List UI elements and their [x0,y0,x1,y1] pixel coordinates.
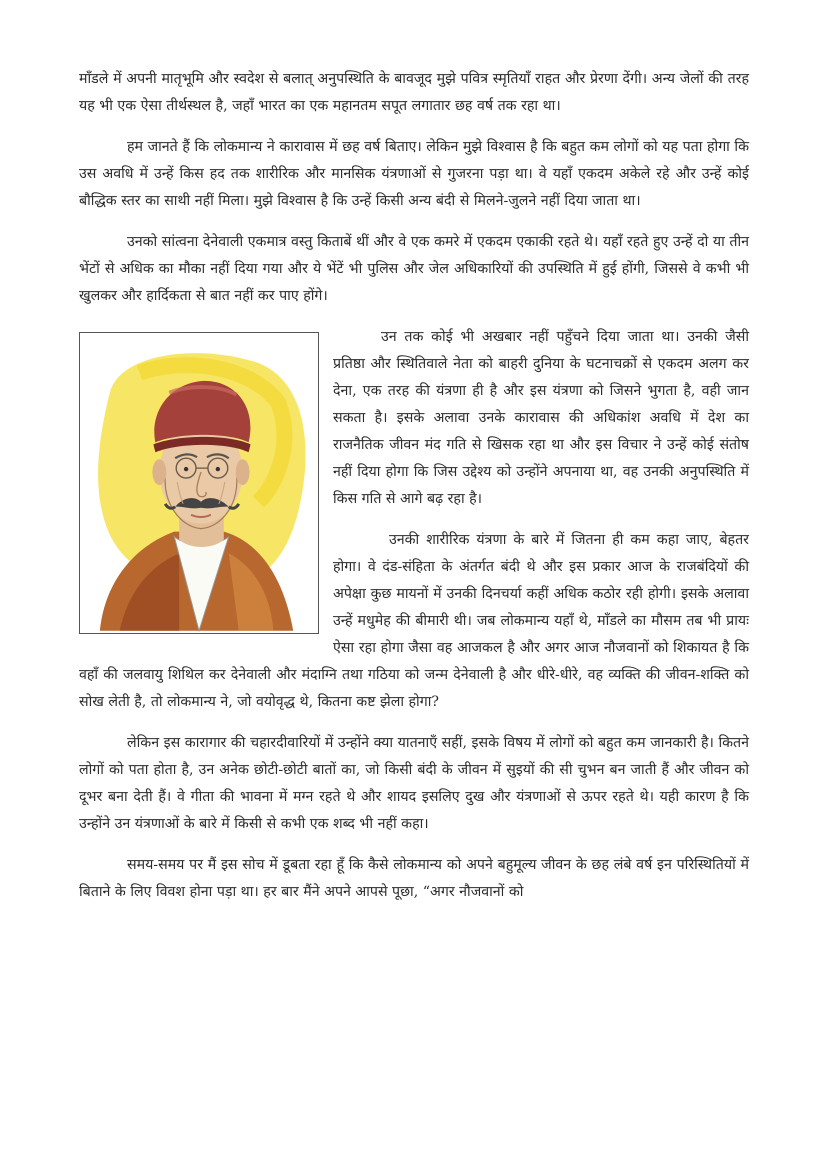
paragraph-7: समय-समय पर मैं इस सोच में डूबता रहा हूँ कि कैसे लोकमान्य को अपने बहुमूल्य जीवन के छह लंबे वर्ष इन परिस्थितियों में बिताने के लिए विवश होना पड़ा था। हर बार मैंने अपने आपसे पूछा, “अगर नौजवानों को [79,857,749,900]
document-page [79,66,749,920]
paragraph-5: उनकी शारीरिक यंत्रणा के बारे में जितना ही कम कहा जाए, बेहतर होगा। वे दंड-संहिता के अंतर्गत बंदी थे और इस प्रकार आज के राजबंदियों की अपेक्षा कुछ मायनों में उनकी दिनचर्या कहीं अधिक कठोर रही होगी। इसके अलावा उन्हें मधुमेह की बीमारी थी। जब लोकमान्य यहाँ थे, माँडले का मौसम तब भी प्रायः ऐसा रहा होगा जैसा वह आजकल है और अगर आज नौजवानों को शिकायत है कि वहाँ की जलवायु शिथिल कर देनेवाली और मंदाग्नि तथा गठिया को जन्म देनेवाली है और धीरे-धीरे, वह व्यक्ति की जीवन-शक्ति को सोख लेती है, तो लोकमान्य ने, जो वयोवृद्ध थे, कितना कष्ट झेला होगा? [79,532,749,710]
paragraph-1: माँडले में अपनी मातृभूमि और स्वदेश से बलात् अनुपस्थिति के बावजूद मुझे पवित्र स्मृतियाँ राहत और प्रेरणा देंगी। अन्य जेलों की तरह यह भी एक ऐसा तीर्थस्थल है, जहाँ भारत का एक महानतम सपूत लगातार छह वर्ष तक रहा था। [79,71,749,114]
paragraph-3: उनको सांत्वना देनेवाली एकमात्र वस्तु किताबें थीं और वे एक कमरे में एकदम एकाकी रहते थे। यहाँ रहते हुए उन्हें दो या तीन भेंटों से अधिक का मौका नहीं दिया गया और ये भेंटें भी पुलिस और जेल अधिकारियों की उपस्थिति में हुई होंगी, जिससे वे कभी भी खुलकर और हार्दिकता से बात नहीं कर पाए होंगे। [79,234,749,304]
tilak-portrait-illustration [79,332,319,634]
paragraph-2: हम जानते हैं कि लोकमान्य ने कारावास में छह वर्ष बिताए। लेकिन मुझे विश्वास है कि बहुत कम लोगों को यह पता होगा कि उस अवधि में उन्हें किस हद तक शारीरिक और मानसिक यंत्रणाओं से गुजरना पड़ा था। वे यहाँ एकदम अकेले रहे और उन्हें कोई बौद्धिक स्तर का साथी नहीं मिला। मुझे विश्वास है कि उन्हें किसी अन्य बंदी से मिलने-जुलने नहीं दिया जाता था। [79,139,749,209]
paragraph-4: उन तक कोई भी अखबार नहीं पहुँचने दिया जाता था। उनकी जैसी प्रतिष्ठा और स्थितिवाले नेता को बाहरी दुनिया के घटनाचक्रों से एकदम अलग कर देना, एक तरह की यंत्रणा ही है और इस यंत्रणा को जिसने भुगता है, वही जान सकता है। इसके अलावा उनके कारावास की अधिकांश अवधि में देश का राजनैतिक जीवन मंद गति से खिसक रहा था और इस विचार ने उन्हें कोई संतोष नहीं दिया होगा कि जिस उद्देश्य को उन्होंने अपनाया था, वह उनकी अनुपस्थिति में किस गति से आगे बढ़ रहा है। [333,329,749,507]
paragraph-6: लेकिन इस कारागार की चहारदीवारियों में उन्होंने क्या यातनाएँ सहीं, इसके विषय में लोगों को बहुत कम जानकारी है। कितने लोगों को पता होता है, उन अनेक छोटी-छोटी बातों का, जो किसी बंदी के जीवन में सुइयों की सी चुभन बन जाती हैं और जीवन को दूभर बना देती हैं। वे गीता की भावना में मग्न रहते थे और शायद इसलिए दुख और यंत्रणाओं से ऊपर रहते थे। यही कारण है कि उन्होंने उन यंत्रणाओं के बारे में किसी से कभी एक शब्द भी नहीं कहा। [79,735,749,832]
